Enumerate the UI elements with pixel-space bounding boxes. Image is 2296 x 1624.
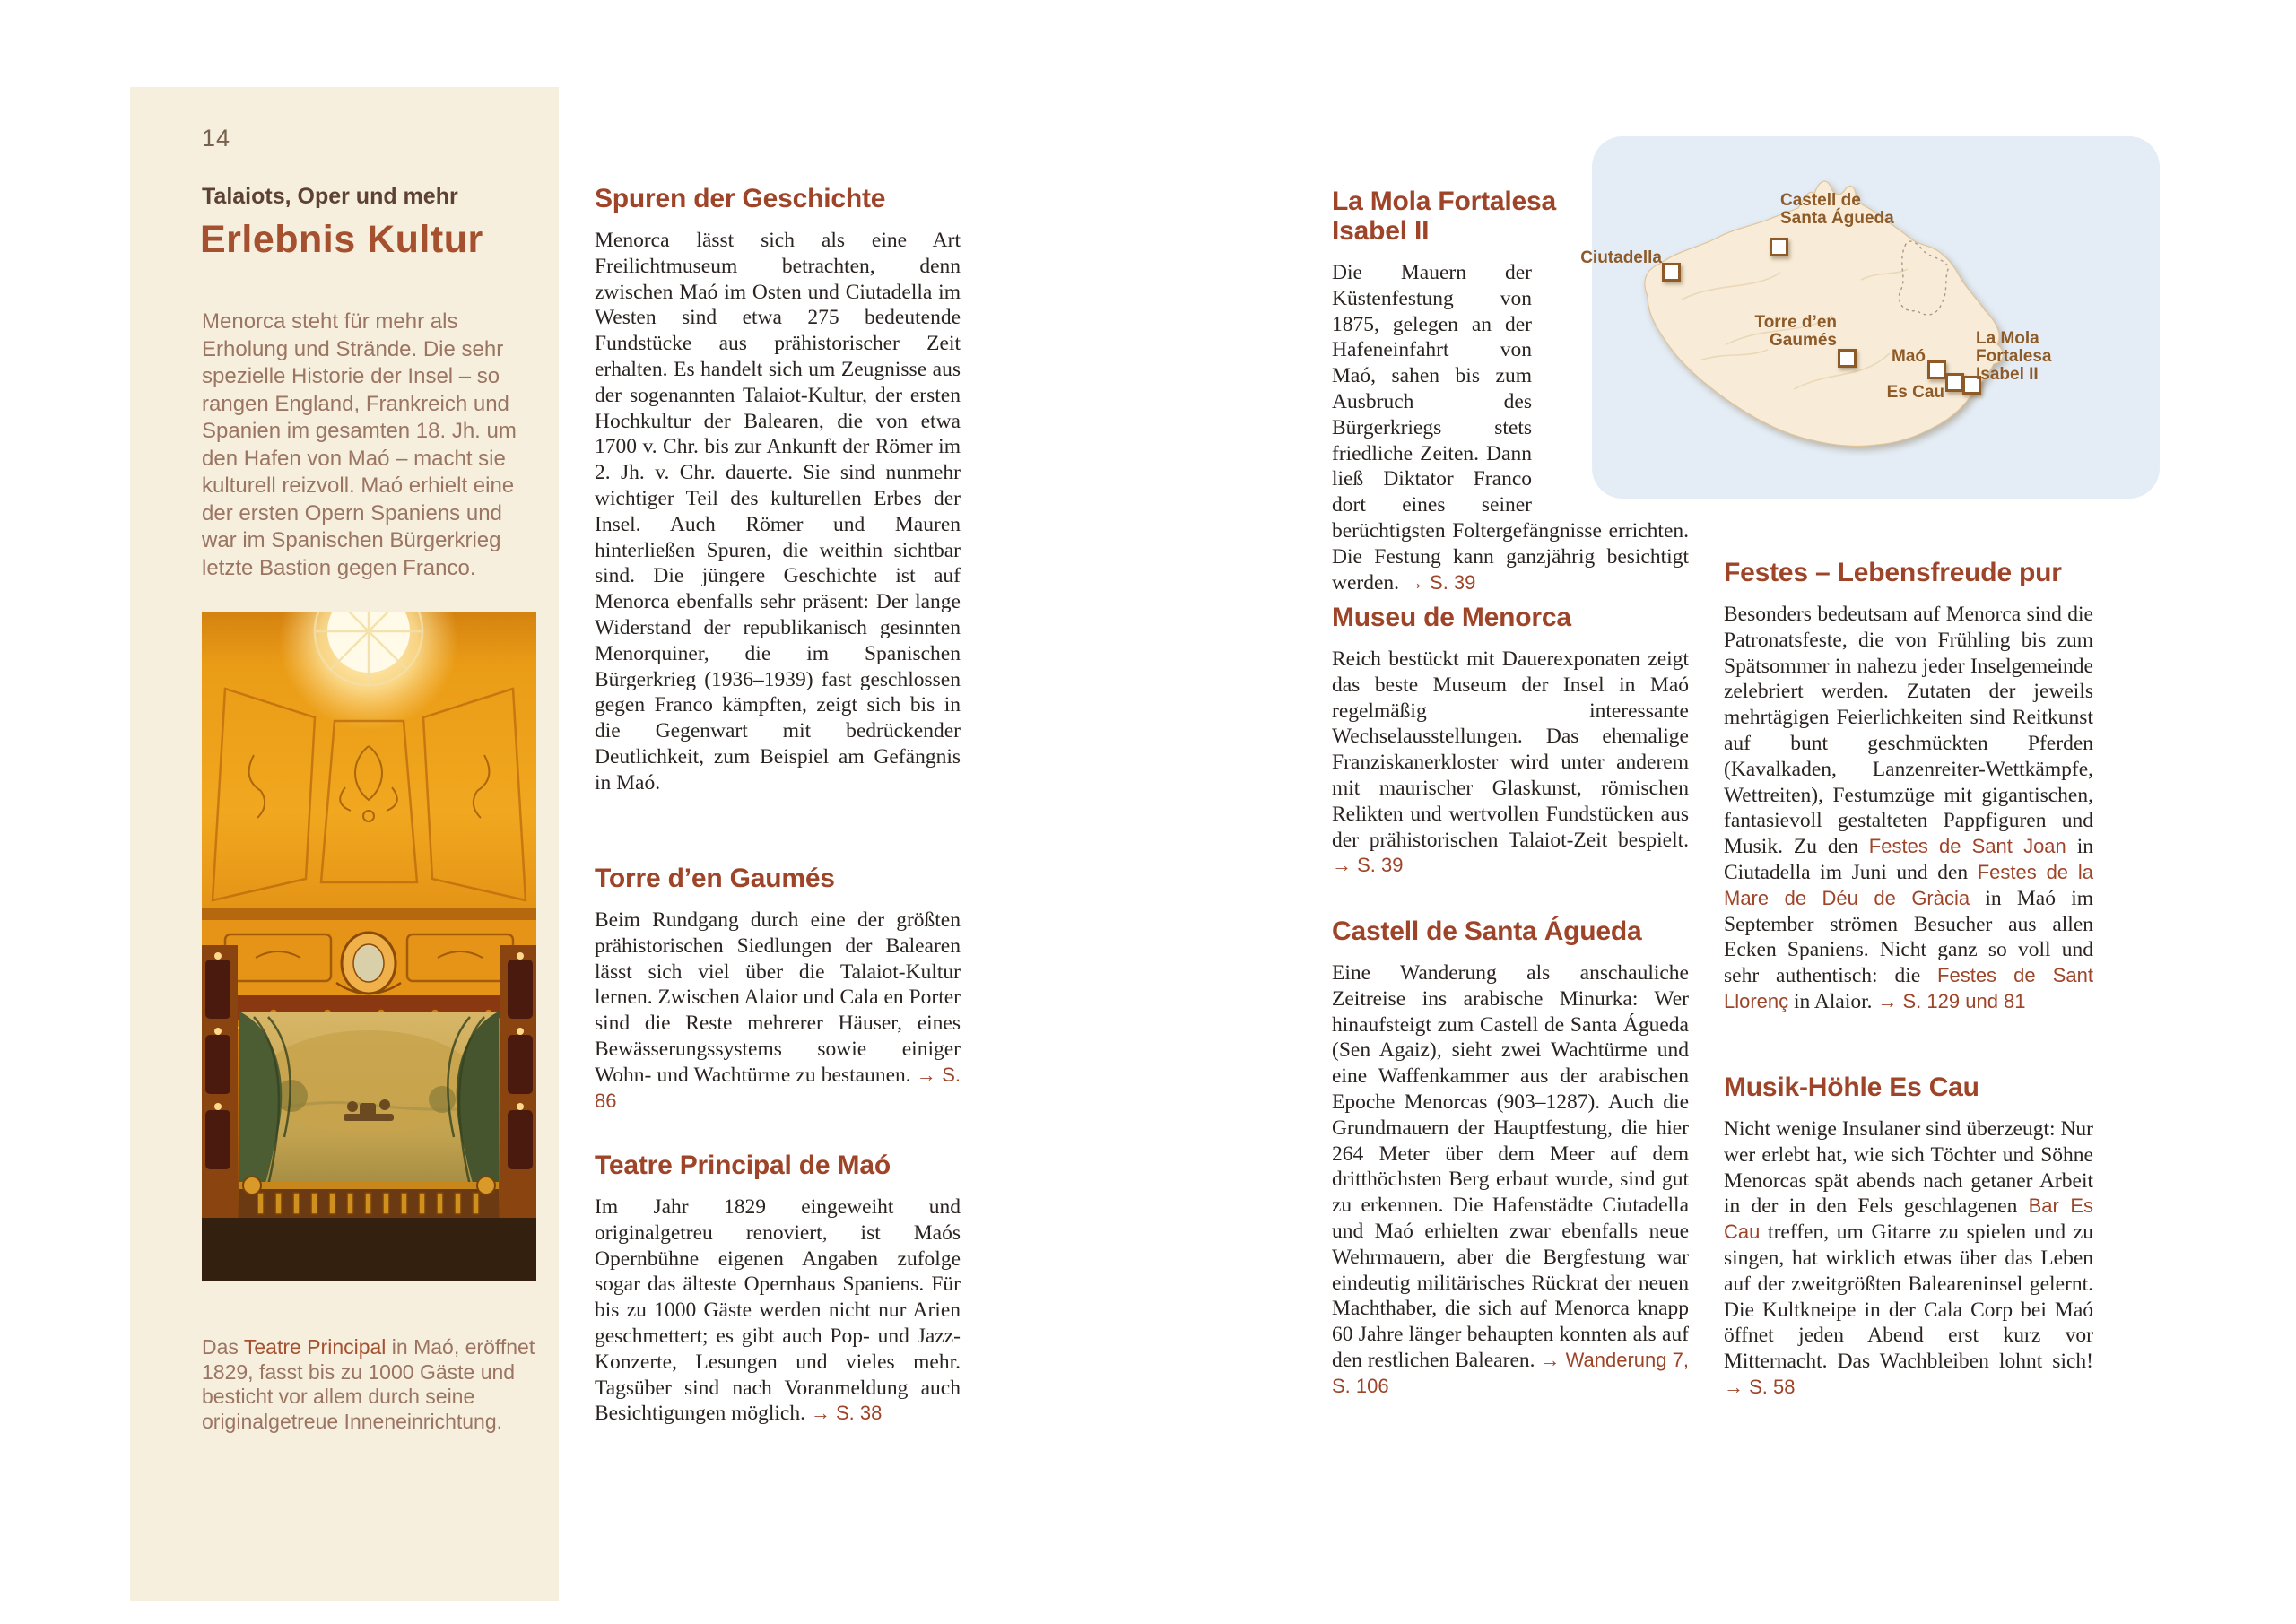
section-musik-hoehle-es-cau xyxy=(1724,1073,2093,1401)
festival-name: Festes de Sant Joan xyxy=(1868,835,2066,858)
map-label-ciutadella: Ciutadella xyxy=(1580,248,1662,267)
section-body xyxy=(595,908,961,1114)
section-body xyxy=(1724,1116,2093,1401)
intro-text: Menorca steht für mehr als Erholung und Strände. Die sehr spezielle Historie der Insel – so rangen England, Frankreich und Spanien im gesamten 18. Jh. um den Hafen von Maó – macht sie kulturell reizvoll. Maó erhielt eine der ersten Opern Spaniens und war im Spanischen Bürgerkrieg letzte Bastion gegen Franco. xyxy=(202,309,517,580)
page-title: Erlebnis Kultur xyxy=(200,218,483,261)
body-text: Die Mauern der Küstenfestung von 1875, gelegen an der Hafeneinfahrt von Maó, sahen bis zum Ausbruch des Bürgerkriegs stets friedliche Zeiten. Dann ließ Diktator Franco dort eines seiner berüchtigsten Foltergefängnisse errichten. Die Festung kann ganzjährig besichtigt werden. xyxy=(1332,261,1689,595)
body-text: treffen, um Gitarre zu spielen und zu singen, hat wirklich etwas über das Leben auf der zweitgrößten Baleareninsel gelernt. Die Kultkneipe in der Cala Corp bei Maó öffnet jeden Abend erst kurz vor Mitternacht. Das Wachbleiben lohnt sich! xyxy=(1724,1220,2093,1374)
section-heading: Musik-Höhle Es Cau xyxy=(1724,1073,1979,1102)
theatre-photo xyxy=(202,612,536,1281)
map-label-la-mola: La Mola Fortalesa Isabel II xyxy=(1976,329,2052,384)
section-heading: Spuren der Geschichte xyxy=(595,184,886,213)
caption-highlight: Teatre Principal xyxy=(243,1335,387,1359)
festival-name: Festes de Sant Llorenç xyxy=(1724,964,2093,1012)
menorca-island-art xyxy=(1592,136,2160,499)
page-reference: → S. 39 xyxy=(1404,570,1476,594)
section-heading: Teatre Principal de Maó xyxy=(595,1151,891,1180)
body-text: in Alaior. xyxy=(1788,989,1878,1013)
map-marker-mao xyxy=(1927,360,1946,379)
section-festes xyxy=(1724,558,2093,1015)
page-reference: → S. 58 xyxy=(1724,1375,1796,1398)
section-body xyxy=(1332,647,1689,879)
body-text: in Ciutadella im Juni und den xyxy=(1724,835,2093,884)
sidebar-panel xyxy=(130,87,559,1601)
section-body xyxy=(1332,960,1689,1400)
menorca-map xyxy=(1580,136,2160,499)
section-heading: Festes – Lebensfreude pur xyxy=(1724,558,2062,587)
body-text: Im Jahr 1829 eingeweiht und originalgetreu renoviert, ist Maós Opernbühne eigenen Angaben zufolge sogar das älteste Opernhaus Spaniens. Für bis zu 1000 Gäste werden nicht nur Arien geschmettert; es gibt auch Pop- und Jazz-Konzerte, Lesungen und vieles mehr. Tagsüber sind nach Voranmeldung auch Besichtigungen möglich. xyxy=(595,1195,961,1426)
festival-name: Festes de la Mare de Déu de Gràcia xyxy=(1724,860,2093,909)
kicker: Talaiots, Oper und mehr xyxy=(202,184,458,209)
section-heading: Torre d’en Gaumés xyxy=(595,864,835,893)
map-label-torre: Torre d’en Gaumés xyxy=(1754,313,1837,350)
page-reference: → S. 86 xyxy=(595,1063,961,1112)
caption-text: Das xyxy=(202,1335,244,1359)
photo-caption xyxy=(202,1335,544,1434)
heading-line: La Mola Fortalesa xyxy=(1332,187,1557,216)
section-teatre-principal xyxy=(595,1151,961,1427)
section-castell-santa-agueda xyxy=(1332,916,1689,1400)
section-heading: Castell de Santa Águeda xyxy=(1332,916,1642,946)
body-text: Nicht wenige Insulaner sind überzeugt: Nur wer erlebt hat, wie sich Töchter und Söhne Menorcas spät abends nach getaner Arbeit in der in den Fels geschlagenen xyxy=(1724,1117,2093,1219)
map-label-castell: Castell de Santa Águeda xyxy=(1780,191,1894,228)
theatre-photo-art xyxy=(202,612,536,1281)
map-marker-castell-santa-agueda xyxy=(1770,238,1788,256)
map-marker-torre-den-gaumes xyxy=(1838,349,1857,368)
section-body xyxy=(595,1194,961,1427)
section-body xyxy=(595,228,961,796)
section-body xyxy=(1724,602,2093,1015)
body-text: Reich bestückt mit Dauerexponaten zeigt das beste Museum der Insel in Maó regelmäßig interessante Wechselausstellungen. Das ehemalige Franziskanerkloster wird unter anderem mit maurischer Glaskunst, römischen Relikten und wertvollen Fundstücken aus der prähistorischen Talaiot-Zeit bespielt. xyxy=(1332,647,1689,852)
body-text: Menorca lässt sich als eine Art Freilichtmuseum betrachten, denn zwischen Maó im Osten und Ciutadella im Westen sind etwa 275 bedeutende Fundstücke aus prähistorischer Zeit erhalten. Es handelt sich um Zeugnisse aus der sogenannten Talaiot-Kultur, der ersten Hochkultur der Balearen, die von etwa 1700 v. Chr. bis zur Ankunft der Römer im 2. Jh. v. Chr. dauerte. Sie sind nunmehr wichtiger Teil des kulturellen Erbes der Insel. Auch Römer und Mauren hinterließen Spuren, die weithin sichtbar sind. Die jüngere Geschichte ist auf Menorca ebenfalls sehr präsent: Der lange Widerstand der republikanisch gesinnten Menorquiner, die im Spanischen Bürgerkrieg (1936–1939) fast geschlossen gegen Franco kämpften, zeigt sich bis in die Gegenwart mit bedrückender Deutlichkeit, zum Beispiel am Gefängnis in Maó. xyxy=(595,229,961,795)
body-text: Besonders bedeutsam auf Menorca sind die Patronatsfeste, die von Frühling bis zum Spätsommer in nahezu jeder Inselgemeinde zelebriert werden. Zutaten der jeweils mehrtägigen Feierlichkeiten sind Reitkunst auf bunt geschmückten Pferden (Kavalkaden, Lanzenreiter-Wettkämpfe, Wettreiten), Festumzüge mit gigantischen, fantasievoll gestalteten Pappfiguren und Musik. Zu den xyxy=(1724,603,2093,859)
bar-name: Bar Es Cau xyxy=(1724,1194,2093,1244)
page-number: 14 xyxy=(202,125,231,152)
body-text: Eine Wanderung als anschauliche Zeitreise ins arabische Minurka: Wer hinaufsteigt zum Castell de Santa Águeda (Sen Agaiz), sieht zwei Wachtürme und eine Waffenkammer aus der arabischen Epoche Menorcas (903–1287). Auch die Grundmauern der Hauptfestung, die hier 264 Meter über dem Meer auf dem dritthöchsten Berg erbaut wurde, sind gut zu erkennen. Die Hafenstädte Ciutadella und Maó erhielten zwar ebenfalls neue Wehrmauern, aber die Bergfestung war eindeutig militärisches Rückrat der neuen Machthaber, die sich auf Menorca knapp 60 Jahre länger behaupten konnten als auf den restlichen Balearen. xyxy=(1332,961,1689,1372)
section-torre-den-gaumes xyxy=(595,864,961,1114)
section-spuren-der-geschichte xyxy=(595,184,961,796)
body-text: Beim Rundgang durch eine der größten prähistorischen Siedlungen der Balearen lässt sich viel über die Talaiot-Kultur lernen. Zwischen Alaior und Cala en Porter sind die Reste mehrerer Häuser, eines Bewässerungssystems sowie einiger Wohn- und Wachtürme zu bestaunen. xyxy=(595,908,961,1087)
map-label-es-cau: Es Cau xyxy=(1886,383,1944,402)
section-heading: Museu de Menorca xyxy=(1332,603,1571,632)
heading-line: Isabel II xyxy=(1332,216,1430,246)
page-reference: → S. 129 und 81 xyxy=(1877,989,2026,1012)
map-marker-es-cau xyxy=(1945,373,1964,392)
map-marker-ciutadella xyxy=(1662,263,1681,282)
page-reference: → S. 38 xyxy=(810,1402,883,1425)
section-museu-de-menorca xyxy=(1332,603,1689,879)
map-label-mao: Maó xyxy=(1892,347,1926,366)
caption-text: in Maó, eröffnet 1829, fasst bis zu 1000 Gäste und besticht vor allem durch seine originalgetreue Inneneinrichtung. xyxy=(202,1335,535,1433)
page-reference: → Wanderung 7, S. 106 xyxy=(1332,1348,1690,1397)
page-reference: → S. 39 xyxy=(1332,854,1404,877)
body-text: in Maó im September strömen Besucher aus allen Ecken Spaniens. Nicht ganz so voll und sehr authentisch: die xyxy=(1724,886,2093,988)
